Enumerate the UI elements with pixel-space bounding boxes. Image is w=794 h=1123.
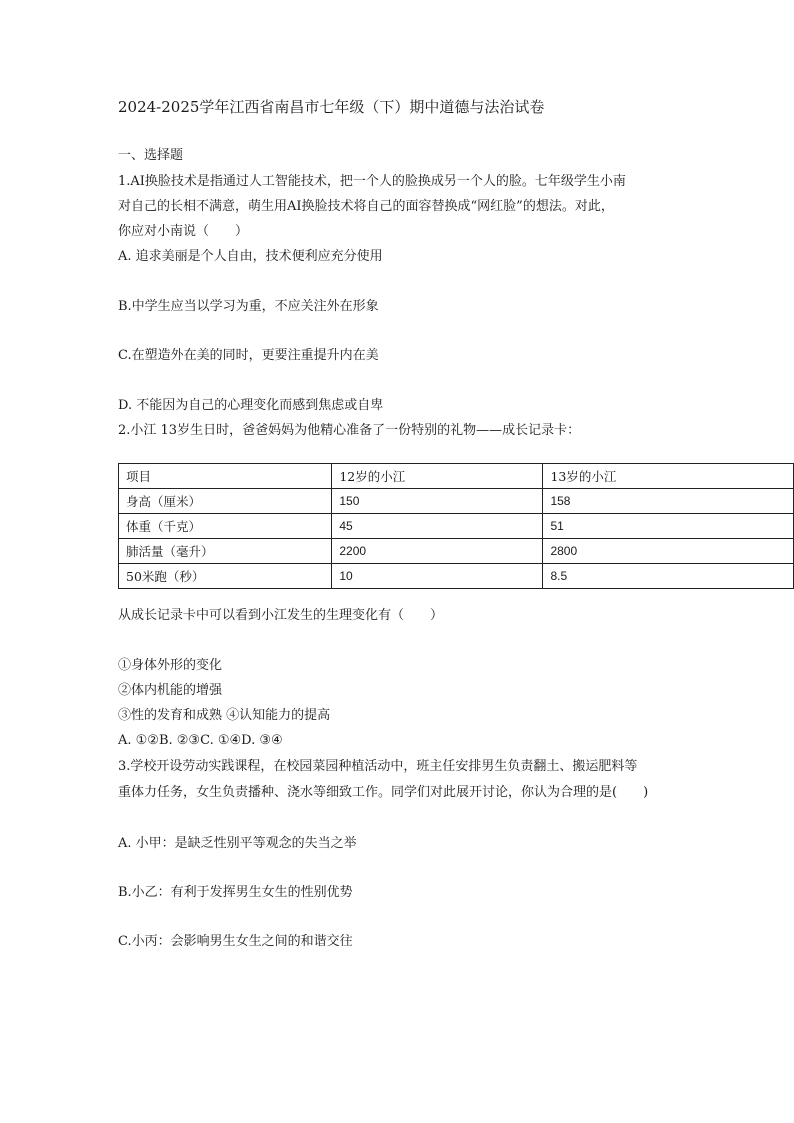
q1-option-a: A. 追求美丽是个人自由，技术便利应充分使用 xyxy=(118,249,383,264)
table-cell: 10 xyxy=(332,564,543,589)
growth-record-table xyxy=(118,463,794,589)
table-row xyxy=(119,514,794,539)
table-cell: 158 xyxy=(543,489,794,514)
q1-option-b: B.中学生应当以学习为重，不应关注外在形象 xyxy=(118,299,379,314)
q3-stem-line-2: 重体力任务，女生负责播种、浇水等细致工作。同学们对此展开讨论，你认为合理的是( ) xyxy=(118,785,649,800)
table-cell: 51 xyxy=(543,514,794,539)
q1-stem-line-2: 对自己的长相不满意，萌生用AI换脸技术将自己的面容替换成“网红脸”的想法。对此， xyxy=(118,199,614,214)
table-header-cell: 12岁的小江 xyxy=(332,464,543,489)
q2-item-1: ①身体外形的变化 xyxy=(118,658,223,673)
q2-question: 从成长记录卡中可以看到小江发生的生理变化有（ ） xyxy=(118,608,444,623)
section-heading: 一、选择题 xyxy=(118,148,184,163)
q2-item-2: ②体内机能的增强 xyxy=(118,683,223,698)
q2-options: A. ①②B. ②③C. ①④D. ③④ xyxy=(118,733,283,748)
table-cell: 45 xyxy=(332,514,543,539)
table-cell: 2200 xyxy=(332,539,543,564)
exam-title: 2024-2025学年江西省南昌市七年级（下）期中道德与法治试卷 xyxy=(118,98,545,116)
q1-stem-line-1: 1.AI换脸技术是指通过人工智能技术，把一个人的脸换成另一个人的脸。七年级学生小南 xyxy=(118,174,626,189)
q2-stem: 2.小江 13岁生日时，爸爸妈妈为他精心准备了一份特别的礼物——成长记录卡： xyxy=(118,423,581,438)
q1-option-d: D. 不能因为自己的心理变化而感到焦虑或自卑 xyxy=(118,398,384,413)
table-cell: 150 xyxy=(332,489,543,514)
q3-stem-line-1: 3.学校开设劳动实践课程，在校园菜园种植活动中，班主任安排男生负责翻土、搬运肥料等 xyxy=(118,759,638,774)
table-row xyxy=(119,489,794,514)
table-header-cell: 13岁的小江 xyxy=(543,464,794,489)
q2-item-3-4: ③性的发育和成熟 ④认知能力的提高 xyxy=(118,708,331,723)
q1-option-c: C.在塑造外在美的同时，更要注重提升内在美 xyxy=(118,348,379,363)
table-header-row xyxy=(119,464,794,489)
q3-option-a: A. 小甲：是缺乏性别平等观念的失当之举 xyxy=(118,836,357,851)
table-row xyxy=(119,564,794,589)
table-header-cell: 项目 xyxy=(119,464,332,489)
table-cell: 体重（千克） xyxy=(119,514,332,539)
q3-option-c: C.小丙：会影响男生女生之间的和谐交往 xyxy=(118,934,353,949)
table-cell: 8.5 xyxy=(543,564,794,589)
table-cell: 50米跑（秒） xyxy=(119,564,332,589)
q3-option-b: B.小乙：有利于发挥男生女生的性别优势 xyxy=(118,885,353,900)
table-cell: 肺活量（毫升） xyxy=(119,539,332,564)
q1-stem-line-3: 你应对小南说（ ） xyxy=(118,224,249,239)
table-cell: 2800 xyxy=(543,539,794,564)
table-cell: 身高（厘米） xyxy=(119,489,332,514)
table-row xyxy=(119,539,794,564)
